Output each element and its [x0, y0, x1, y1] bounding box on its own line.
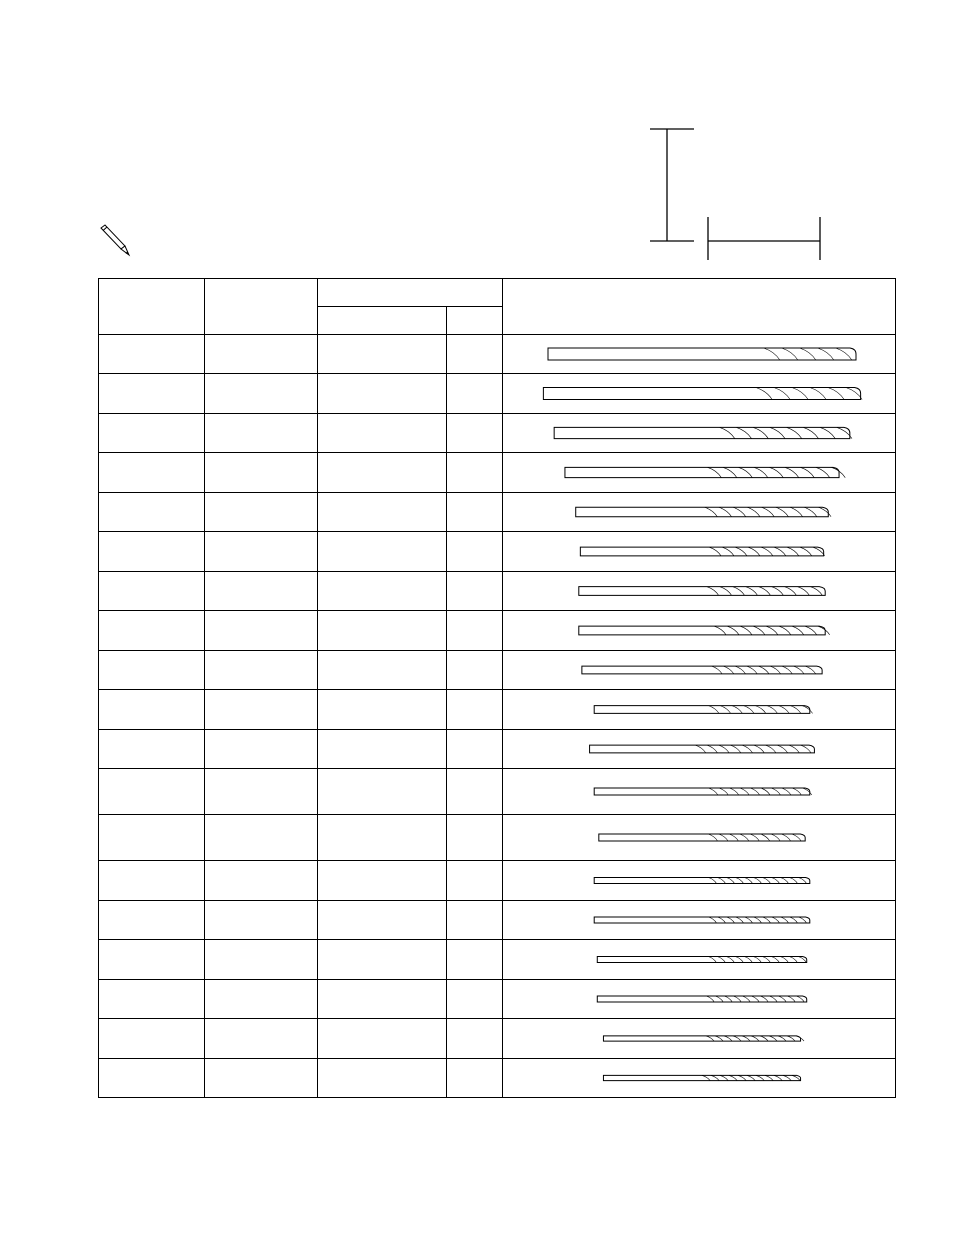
drill-body — [594, 706, 810, 714]
table-cell — [318, 532, 447, 572]
table-cell — [99, 730, 205, 769]
table-cell — [205, 769, 318, 815]
table-row — [99, 815, 896, 861]
length-diameter-dimension-icon — [640, 120, 840, 265]
header-cell-3 — [318, 279, 503, 307]
drill-body — [599, 834, 805, 841]
table-cell — [318, 611, 447, 651]
drill-bit-icon — [503, 730, 895, 768]
table-cell — [447, 730, 503, 769]
table-cell — [99, 651, 205, 690]
table-cell — [447, 861, 503, 901]
drill-bit-table — [98, 278, 896, 1098]
table-row — [99, 861, 896, 901]
table-cell — [99, 453, 205, 493]
drill-body — [582, 666, 822, 674]
table-row — [99, 901, 896, 940]
drill-illustration-cell — [503, 730, 896, 769]
drill-bit-icon — [503, 940, 895, 979]
table-cell — [447, 1019, 503, 1059]
table-row — [99, 1019, 896, 1059]
table-cell — [205, 690, 318, 730]
table-cell — [205, 861, 318, 901]
drill-illustration-cell — [503, 769, 896, 815]
table-cell — [99, 980, 205, 1019]
table-cell — [447, 651, 503, 690]
table-cell — [205, 453, 318, 493]
drill-bit-icon — [503, 493, 895, 531]
table-cell — [205, 374, 318, 414]
drill-bit-icon — [503, 815, 895, 860]
drill-bit-icon — [503, 980, 895, 1018]
drill-body — [597, 996, 806, 1002]
drill-bit-icon — [503, 1019, 895, 1058]
drill-illustration-cell — [503, 493, 896, 532]
table-cell — [447, 572, 503, 611]
drill-illustration-cell — [503, 572, 896, 611]
drill-bit-icon — [503, 453, 895, 492]
table-cell — [99, 335, 205, 374]
table-row — [99, 651, 896, 690]
drill-body — [597, 957, 806, 963]
table-cell — [205, 940, 318, 980]
drill-illustration-cell — [503, 611, 896, 651]
drill-bit-icon — [503, 374, 895, 413]
table-cell — [205, 611, 318, 651]
table-row — [99, 374, 896, 414]
drill-illustration-cell — [503, 901, 896, 940]
drill-bit-icon — [503, 572, 895, 610]
drill-body — [554, 427, 850, 438]
drill-body — [594, 917, 810, 923]
table-cell — [205, 532, 318, 572]
table-cell — [99, 769, 205, 815]
table-cell — [318, 980, 447, 1019]
table-cell — [99, 861, 205, 901]
table-cell — [205, 1019, 318, 1059]
drill-illustration-cell — [503, 815, 896, 861]
table-cell — [447, 374, 503, 414]
table-cell — [205, 1059, 318, 1098]
table-row — [99, 730, 896, 769]
table-cell — [318, 374, 447, 414]
table-row — [99, 493, 896, 532]
table-cell — [99, 1059, 205, 1098]
table-cell — [318, 651, 447, 690]
table-row — [99, 980, 896, 1019]
drill-bit-icon — [503, 651, 895, 689]
table-cell — [447, 980, 503, 1019]
drill-body — [580, 547, 823, 556]
drill-body — [576, 507, 829, 516]
table-cell — [447, 493, 503, 532]
table-cell — [205, 414, 318, 453]
table-cell — [447, 901, 503, 940]
table-cell — [447, 940, 503, 980]
table-row — [99, 453, 896, 493]
drill-illustration-cell — [503, 1059, 896, 1098]
drill-illustration-cell — [503, 414, 896, 453]
table-cell — [318, 690, 447, 730]
drill-bit-icon — [503, 901, 895, 939]
drill-illustration-cell — [503, 980, 896, 1019]
header-cell-2 — [205, 279, 318, 335]
table-cell — [205, 980, 318, 1019]
table-cell — [318, 730, 447, 769]
drill-body — [579, 626, 825, 635]
table-cell — [318, 493, 447, 532]
table-row — [99, 940, 896, 980]
pencil-icon — [98, 224, 132, 258]
drill-illustration-cell — [503, 940, 896, 980]
table-cell — [205, 651, 318, 690]
drill-illustration-cell — [503, 861, 896, 901]
table-cell — [447, 532, 503, 572]
table-cell — [318, 861, 447, 901]
table-cell — [99, 1019, 205, 1059]
table-row — [99, 611, 896, 651]
table-cell — [99, 493, 205, 532]
drill-illustration-cell — [503, 651, 896, 690]
table-cell — [205, 493, 318, 532]
table-cell — [318, 940, 447, 980]
table-cell — [99, 374, 205, 414]
table-cell — [447, 335, 503, 374]
drill-body — [603, 1075, 800, 1080]
table-cell — [99, 690, 205, 730]
header-cell-illustration — [503, 279, 896, 335]
drill-illustration-cell — [503, 532, 896, 572]
drill-illustration-cell — [503, 374, 896, 414]
table-cell — [318, 901, 447, 940]
table-cell — [318, 414, 447, 453]
table-row — [99, 769, 896, 815]
drill-bit-icon — [503, 532, 895, 571]
table-cell — [99, 572, 205, 611]
drill-bit-icon — [503, 769, 895, 814]
table-cell — [318, 453, 447, 493]
table-row — [99, 690, 896, 730]
drill-bit-icon — [503, 1059, 895, 1097]
table-cell — [318, 1059, 447, 1098]
table-cell — [99, 414, 205, 453]
table-cell — [99, 940, 205, 980]
table-cell — [318, 769, 447, 815]
table-cell — [447, 690, 503, 730]
drill-illustration-cell — [503, 690, 896, 730]
table-cell — [205, 730, 318, 769]
drill-bit-icon — [503, 335, 895, 373]
drill-bit-icon — [503, 861, 895, 900]
table-cell — [99, 611, 205, 651]
table-row — [99, 532, 896, 572]
table-cell — [99, 815, 205, 861]
table-cell — [205, 901, 318, 940]
table-cell — [205, 815, 318, 861]
table-cell — [318, 815, 447, 861]
drill-body — [594, 878, 810, 884]
table-row — [99, 335, 896, 374]
table-cell — [205, 335, 318, 374]
table-row — [99, 572, 896, 611]
table-cell — [99, 532, 205, 572]
table-cell — [447, 769, 503, 815]
table-row — [99, 1059, 896, 1098]
table-cell — [447, 1059, 503, 1098]
drill-body — [548, 348, 856, 360]
table-cell — [318, 572, 447, 611]
header-cell-1 — [99, 279, 205, 335]
drill-bit-icon — [503, 690, 895, 729]
table-row — [99, 414, 896, 453]
subheader-cell-2 — [447, 307, 503, 335]
table-cell — [205, 572, 318, 611]
table-cell — [447, 453, 503, 493]
drill-body — [543, 388, 860, 400]
table-cell — [318, 335, 447, 374]
drill-illustration-cell — [503, 453, 896, 493]
table-cell — [318, 1019, 447, 1059]
table-cell — [99, 901, 205, 940]
subheader-cell-1 — [318, 307, 447, 335]
drill-illustration-cell — [503, 1019, 896, 1059]
table-cell — [447, 611, 503, 651]
drill-bit-icon — [503, 611, 895, 650]
drill-bit-icon — [503, 414, 895, 452]
table-cell — [447, 414, 503, 453]
table-cell — [447, 815, 503, 861]
drill-illustration-cell — [503, 335, 896, 374]
